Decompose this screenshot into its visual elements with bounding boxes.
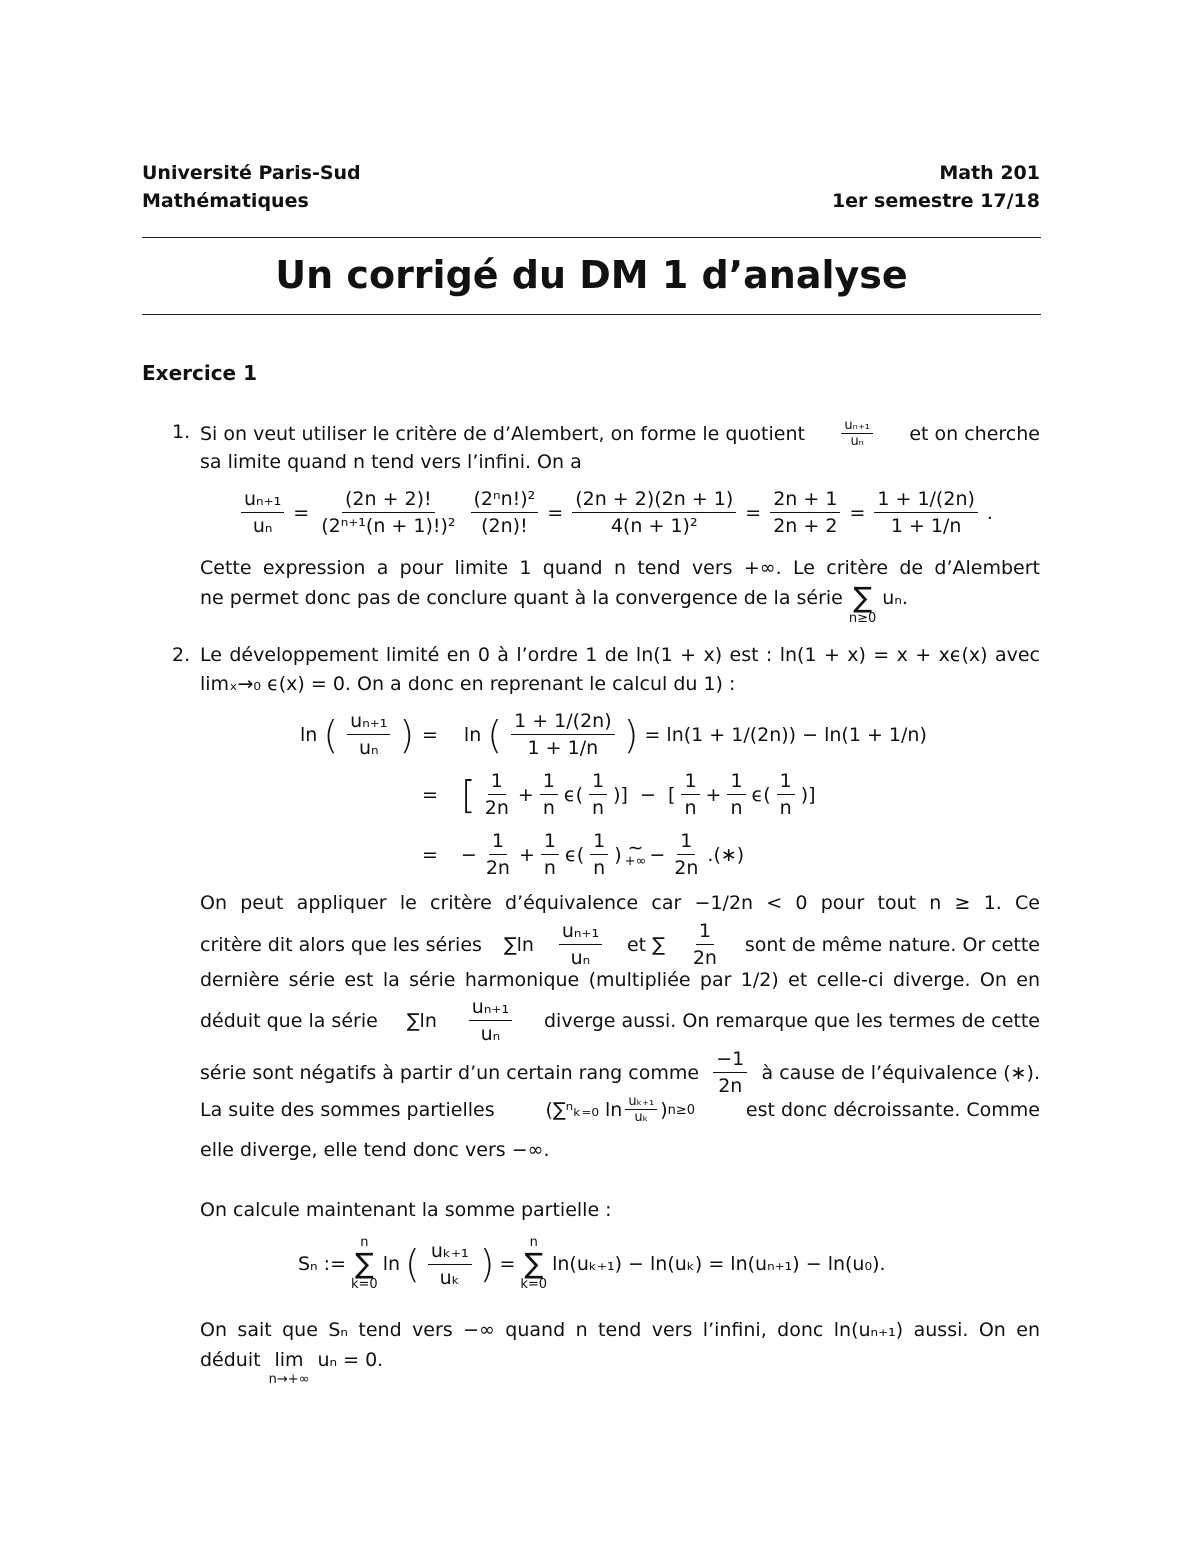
lim-index: n→+∞ bbox=[268, 1372, 310, 1387]
ln: ln bbox=[300, 723, 318, 746]
numerator: 1 + 1/(2n) bbox=[874, 486, 978, 513]
plus: + bbox=[517, 783, 534, 806]
course: Math 201 bbox=[939, 162, 1040, 184]
text: critère dit alors que les séries bbox=[200, 933, 482, 956]
text: à cause de l’équivalence (∗). bbox=[761, 1061, 1040, 1084]
exercise-heading: Exercice 1 bbox=[142, 361, 257, 385]
text: uₙ = 0. bbox=[317, 1349, 384, 1371]
equation-row bbox=[422, 828, 744, 881]
paragraph-line: dernière série est la série harmonique (multipliée par 1/2) et celle-ci diverge. On en bbox=[200, 969, 1040, 991]
fraction bbox=[589, 768, 607, 821]
sum-upper: n bbox=[360, 1235, 369, 1250]
sum-symbol bbox=[520, 1236, 547, 1292]
denominator: n bbox=[684, 797, 697, 819]
fraction bbox=[541, 828, 559, 881]
epsilon: ϵ( bbox=[751, 783, 771, 806]
fraction bbox=[318, 486, 458, 539]
denominator: uₙ bbox=[570, 947, 591, 969]
ln: ln bbox=[463, 723, 482, 746]
equals: = bbox=[547, 501, 564, 524]
divider bbox=[142, 314, 1041, 315]
bracket: )] bbox=[800, 783, 816, 806]
fraction bbox=[777, 768, 795, 821]
item-number: 2. bbox=[172, 644, 191, 666]
fraction bbox=[681, 768, 699, 821]
fraction bbox=[428, 1238, 472, 1291]
numerator: uₙ₊₁ bbox=[469, 994, 512, 1021]
numerator: 1 + 1/(2n) bbox=[511, 708, 615, 735]
text: ln(uₖ₊₁) − ln(uₖ) = ln(uₙ₊₁) − ln(u₀). bbox=[552, 1253, 886, 1275]
sigma-icon: ∑ bbox=[524, 1247, 544, 1280]
denominator: 2n bbox=[484, 797, 509, 819]
fraction bbox=[540, 768, 558, 821]
denominator: uₙ bbox=[252, 515, 273, 537]
equation-row: ln ( $\frac{\text{uₙ₊₁}}{\text{uₙ}}$ ) bbox=[300, 710, 415, 759]
text: = ln(1 + 1/(2n)) − ln(1 + 1/n) bbox=[644, 723, 927, 746]
equals: = bbox=[849, 501, 866, 524]
denominator: uₖ bbox=[634, 1110, 649, 1125]
sum-ln: ∑ln bbox=[503, 933, 534, 956]
denominator: uₙ bbox=[480, 1023, 501, 1045]
epsilon: ϵ( bbox=[563, 783, 584, 806]
text: )] − [ bbox=[613, 783, 676, 806]
sigma-icon: ∑ bbox=[354, 1247, 374, 1280]
text: est donc décroissante. Comme bbox=[745, 1098, 1040, 1121]
sum-lower: k=0 bbox=[520, 1277, 548, 1292]
fraction bbox=[713, 1046, 747, 1099]
denominator: uₖ bbox=[439, 1266, 460, 1289]
paragraph-line: limₓ→₀ ϵ(x) = 0. On a donc en reprenant le calcul du 1) : bbox=[200, 673, 736, 695]
semester: 1er semestre 17/18 bbox=[831, 190, 1040, 212]
equation-partial-sum: Sₙ := n ∑ k=0 ln ( $\frac{\text{uₖ₊₁}}{\text{uₖ}}$ ) = n ∑ k=0 ln(uₖ₊₁) − ln(uₖ) = ln(uₙ₊₁) − ln(u₀). bbox=[298, 1235, 886, 1292]
numerator: uₙ₊₁ bbox=[559, 918, 602, 945]
paragraph-line bbox=[200, 994, 1040, 1047]
numerator: uₙ₊₁ bbox=[841, 418, 873, 434]
numerator: uₖ₊₁ bbox=[625, 1094, 657, 1110]
minus: − bbox=[649, 843, 666, 866]
fraction bbox=[559, 918, 602, 971]
fraction bbox=[483, 828, 513, 881]
fraction bbox=[690, 918, 720, 971]
denominator: 2n bbox=[692, 947, 717, 969]
sum-symbol bbox=[848, 581, 877, 626]
department: Mathématiques bbox=[142, 190, 309, 212]
sum-ln: ∑ln bbox=[406, 1009, 437, 1032]
text: et ∑ bbox=[626, 933, 665, 956]
text: sont de même nature. Or cette bbox=[744, 933, 1040, 956]
fraction bbox=[625, 1094, 657, 1125]
numerator: (2ⁿn!)² bbox=[471, 486, 539, 513]
denominator: 2n bbox=[485, 857, 510, 879]
text: déduit bbox=[200, 1349, 261, 1371]
denominator: uₙ bbox=[358, 737, 379, 759]
numerator: (2n + 2)(2n + 1) bbox=[572, 486, 736, 513]
paragraph-line bbox=[200, 1046, 1040, 1099]
numerator: 1 bbox=[681, 768, 699, 795]
paragraph-line: On peut appliquer le critère d’équivalence car −1/2n < 0 pour tout n ≥ 1. Ce bbox=[200, 892, 1040, 914]
equals: = bbox=[422, 843, 438, 866]
paren: ) bbox=[614, 843, 622, 866]
text: Sₙ := bbox=[298, 1253, 346, 1275]
equation-ratio bbox=[238, 486, 993, 539]
text: Si on veut utiliser le critère de d’Alembert, on forme le quotient bbox=[200, 422, 805, 445]
equals: = bbox=[499, 1253, 516, 1275]
numerator: 1 bbox=[488, 768, 506, 795]
numerator: 1 bbox=[696, 918, 714, 945]
equals: = bbox=[293, 501, 310, 524]
paragraph-line: Cette expression a pour limite 1 quand n tend vers +∞. Le critère de d’Alembert bbox=[200, 557, 1040, 579]
numerator: 1 bbox=[677, 828, 695, 855]
minus: − bbox=[460, 843, 477, 866]
paragraph-line bbox=[200, 418, 1040, 449]
denominator: 2n + 2 bbox=[773, 515, 838, 537]
label-star: .(∗) bbox=[707, 843, 745, 866]
text: série sont négatifs à partir d’un certain rang comme bbox=[200, 1061, 700, 1084]
equation-row: = ln ( $\frac{1 + 1/(2n)}{1 + 1/n}$ ) = ln(1 + 1/(2n)) − ln(1 + 1/n) bbox=[422, 710, 927, 759]
denominator: uₙ bbox=[850, 434, 864, 449]
text: diverge aussi. On remarque que les termes de cette bbox=[544, 1009, 1040, 1032]
paragraph-line bbox=[200, 1094, 1040, 1125]
fraction bbox=[572, 486, 736, 539]
denominator: 4(n + 1)² bbox=[610, 515, 698, 537]
equals: = bbox=[745, 501, 762, 524]
sum-lower: k=0 bbox=[351, 1277, 378, 1292]
period: . bbox=[986, 501, 993, 524]
denominator: n bbox=[779, 797, 792, 819]
paren: ) bbox=[660, 1098, 668, 1121]
paragraph-line: On sait que Sₙ tend vers −∞ quand n tend vers l’infini, donc ln(uₙ₊₁) aussi. On en bbox=[200, 1319, 1040, 1341]
denominator: n bbox=[592, 797, 605, 819]
numerator: 1 bbox=[590, 828, 608, 855]
denominator: 1 + 1/n bbox=[890, 515, 962, 537]
denominator: 2n bbox=[674, 857, 699, 879]
numerator: (2n + 2)! bbox=[342, 486, 435, 513]
numerator: 1 bbox=[489, 828, 507, 855]
ln: ln bbox=[382, 1253, 401, 1275]
equals: = bbox=[422, 723, 438, 746]
sum-symbol bbox=[351, 1236, 378, 1292]
denominator: 2n bbox=[718, 1075, 743, 1097]
denominator: n bbox=[593, 857, 606, 879]
denominator: 1 + 1/n bbox=[527, 737, 599, 759]
paragraph-line: On calcule maintenant la somme partielle : bbox=[200, 1199, 612, 1221]
sum-index: n≥0 bbox=[848, 611, 877, 626]
fraction bbox=[511, 708, 615, 761]
paragraph-line: Le développement limité en 0 à l’ordre 1 de ln(1 + x) est : ln(1 + x) = x + xϵ(x) avec bbox=[200, 644, 1040, 666]
fraction bbox=[482, 768, 512, 821]
paragraph-line bbox=[200, 918, 1040, 971]
paragraph-line bbox=[200, 581, 908, 626]
denominator: (2ⁿ⁺¹(n + 1)!)² bbox=[321, 515, 456, 537]
fraction bbox=[590, 828, 608, 881]
numerator: 1 bbox=[727, 768, 745, 795]
numerator: 1 bbox=[589, 768, 607, 795]
equation-row bbox=[422, 768, 816, 821]
epsilon: ϵ( bbox=[565, 843, 585, 866]
paragraph-line: elle diverge, elle tend donc vers −∞. bbox=[200, 1139, 550, 1161]
text: déduit que la série bbox=[200, 1009, 378, 1032]
text: La suite des sommes partielles bbox=[200, 1098, 495, 1121]
limit bbox=[269, 1350, 310, 1390]
lim-label: lim bbox=[274, 1349, 304, 1371]
page-title: Un corrigé du DM 1 d’analyse bbox=[275, 253, 908, 297]
plus: + bbox=[705, 783, 722, 806]
fraction bbox=[469, 994, 512, 1047]
denominator: n bbox=[730, 797, 743, 819]
plus: + bbox=[518, 843, 535, 866]
text: ne permet donc pas de conclure quant à la convergence de la série bbox=[200, 587, 843, 609]
numerator: uₙ₊₁ bbox=[241, 486, 284, 513]
sim-icon: ∼ bbox=[627, 836, 644, 859]
numerator: 2n + 1 bbox=[770, 486, 840, 513]
sigma-icon: ∑ bbox=[853, 581, 873, 614]
divider bbox=[142, 237, 1041, 238]
fraction bbox=[841, 418, 873, 449]
fraction bbox=[874, 486, 978, 539]
item-number: 1. bbox=[172, 421, 191, 443]
denominator: n bbox=[542, 797, 555, 819]
numerator: uₖ₊₁ bbox=[428, 1238, 472, 1265]
numerator: 1 bbox=[541, 828, 559, 855]
text: uₙ. bbox=[882, 587, 908, 609]
fraction bbox=[727, 768, 745, 821]
fraction bbox=[671, 828, 701, 881]
sum-upper: n bbox=[529, 1235, 538, 1250]
equals: = bbox=[422, 783, 438, 806]
sim-index: +∞ bbox=[624, 853, 647, 869]
denominator: (2n)! bbox=[481, 515, 528, 537]
sequence-index: n≥0 bbox=[667, 1103, 696, 1118]
equivalent-symbol bbox=[624, 836, 647, 869]
numerator: uₙ₊₁ bbox=[347, 708, 390, 735]
bracket: [ bbox=[460, 772, 476, 817]
numerator: 1 bbox=[777, 768, 795, 795]
fraction bbox=[347, 708, 390, 761]
text: et on cherche bbox=[909, 422, 1040, 445]
fraction bbox=[241, 486, 284, 539]
paragraph-line bbox=[200, 1346, 383, 1390]
fraction bbox=[770, 486, 840, 539]
numerator: 1 bbox=[540, 768, 558, 795]
university: Université Paris-Sud bbox=[142, 162, 361, 184]
denominator: n bbox=[543, 857, 556, 879]
paragraph-line: sa limite quand n tend vers l’infini. On a bbox=[200, 451, 582, 473]
numerator: −1 bbox=[713, 1046, 747, 1073]
fraction bbox=[471, 486, 539, 539]
partial-sum: (∑ⁿₖ₌₀ ln bbox=[545, 1098, 623, 1121]
